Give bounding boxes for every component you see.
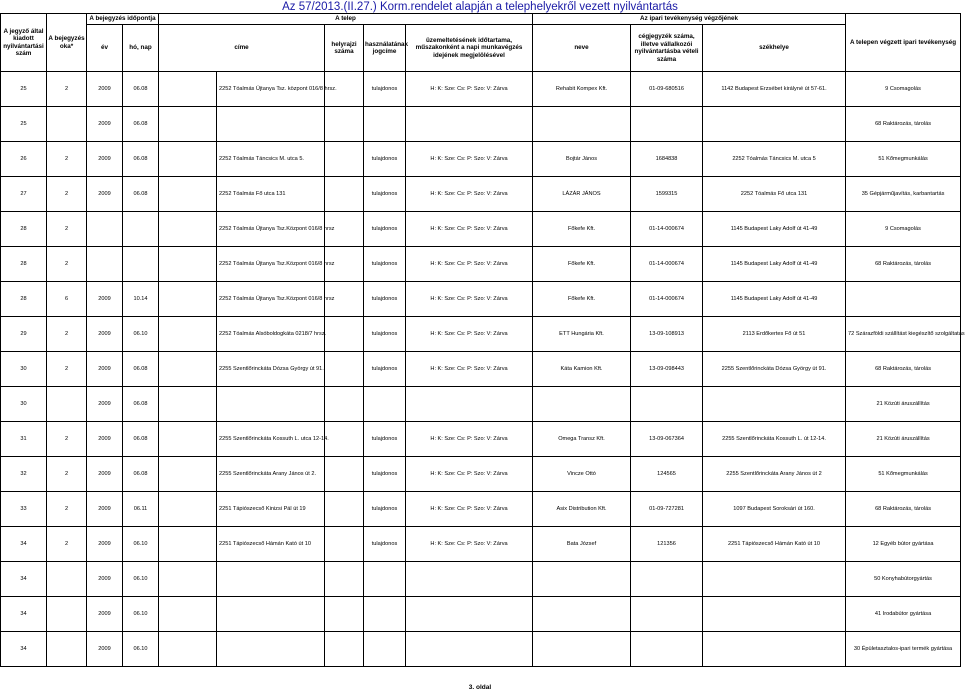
cell-szekhely (703, 387, 846, 422)
cell-nyilvantartasi-szam: 34 (1, 562, 47, 597)
table-row (1, 247, 961, 282)
cell-vegzo-neve (533, 632, 631, 667)
cell-cegjegyzekszam (631, 107, 703, 142)
cell-spacer (159, 352, 217, 387)
cell-tevekenyseg: 51 Kőmegmunkálás (846, 142, 961, 177)
cell-telep-cime: 2252 Tóalmás Fő utca 131 (217, 177, 325, 212)
cell-ho-nap: 06.10 (123, 317, 159, 352)
cell-nyilvantartasi-szam: 32 (1, 457, 47, 492)
cell-uzemeltetes-idotartama (406, 632, 533, 667)
cell-nyilvantartasi-szam: 28 (1, 212, 47, 247)
cell-nyilvantartasi-szam: 25 (1, 107, 47, 142)
cell-ev: 2009 (87, 317, 123, 352)
cell-vegzo-neve: Asix Distribution Kft. (533, 492, 631, 527)
table-row (1, 422, 961, 457)
cell-telep-cime: 2255 Szentlőrinckáta Dózsa György út 91. (217, 352, 325, 387)
cell-ev: 2009 (87, 72, 123, 107)
table-row (1, 457, 961, 492)
cell-nyilvantartasi-szam: 34 (1, 597, 47, 632)
cell-ho-nap: 06.08 (123, 457, 159, 492)
cell-bejegyzes-oka: 6 (47, 282, 87, 317)
cell-ev: 2009 (87, 492, 123, 527)
cell-telep-cime: 2252 Tóalmás Újtanya Tsz. központ 016/8 hrsz. (217, 72, 325, 107)
cell-ho-nap: 06.10 (123, 562, 159, 597)
cell-hasznalat-jogcime: tulajdonos (364, 72, 406, 107)
cell-bejegyzes-oka: 2 (47, 492, 87, 527)
page-number: 3. oldal (468, 684, 492, 691)
header-ev: év (87, 25, 123, 72)
cell-hasznalat-jogcime: tulajdonos (364, 212, 406, 247)
cell-uzemeltetes-idotartama: H: K: Sze: Cs: P: Szo: V: Zárva (406, 527, 533, 562)
cell-helyrajzi-szam (325, 527, 364, 562)
cell-uzemeltetes-idotartama: H: K: Sze: Cs: P: Szo: V: Zárva (406, 212, 533, 247)
cell-helyrajzi-szam (325, 387, 364, 422)
cell-szekhely (703, 597, 846, 632)
cell-vegzo-neve (533, 107, 631, 142)
cell-bejegyzes-oka: 2 (47, 317, 87, 352)
cell-ev: 2009 (87, 387, 123, 422)
cell-tevekenyseg: 9 Csomagolás (846, 212, 961, 247)
cell-uzemeltetes-idotartama: H: K: Sze: Cs: P: Szo: V: Zárva (406, 422, 533, 457)
cell-tevekenyseg: 35 Gépjárműjavítás, karbantartás (846, 177, 961, 212)
cell-ev: 2009 (87, 282, 123, 317)
header-helyrajzi: helyrajzi száma (325, 25, 364, 72)
table-header (1, 14, 961, 72)
cell-nyilvantartasi-szam: 30 (1, 352, 47, 387)
cell-cegjegyzekszam: 01-09-680516 (631, 72, 703, 107)
cell-ho-nap: 06.08 (123, 387, 159, 422)
cell-hasznalat-jogcime: tulajdonos (364, 247, 406, 282)
cell-tevekenyseg: 21 Közúti áruszállítás (846, 422, 961, 457)
cell-spacer (159, 177, 217, 212)
cell-szekhely (703, 632, 846, 667)
cell-ev (87, 212, 123, 247)
cell-vegzo-neve (533, 597, 631, 632)
cell-spacer (159, 107, 217, 142)
cell-ho-nap: 10.14 (123, 282, 159, 317)
cell-telep-cime: 2252 Tóalmás Újtanya Tsz.Központ 016/8 hrsz (217, 247, 325, 282)
table-row (1, 352, 961, 387)
cell-szekhely: 2255 Szentlőrinckáta Kossuth L. út 12-14. (703, 422, 846, 457)
cell-nyilvantartasi-szam: 33 (1, 492, 47, 527)
header-idopont: A bejegyzés időpontja (87, 14, 159, 25)
cell-hasznalat-jogcime (364, 107, 406, 142)
cell-cegjegyzekszam: 13-09-067364 (631, 422, 703, 457)
cell-spacer (159, 457, 217, 492)
cell-nyilvantartasi-szam: 25 (1, 72, 47, 107)
cell-helyrajzi-szam (325, 632, 364, 667)
cell-spacer (159, 632, 217, 667)
cell-telep-cime (217, 562, 325, 597)
cell-telep-cime: 2255 Szentlőrinckáta Kossuth L. utca 12-14. (217, 422, 325, 457)
cell-spacer (159, 142, 217, 177)
registry-table (0, 13, 965, 667)
cell-tevekenyseg: 68 Raktározás, tárolás (846, 247, 961, 282)
cell-szekhely (703, 107, 846, 142)
cell-tevekenyseg: 68 Raktározás, tárolás (846, 352, 961, 387)
table-body (1, 72, 965, 667)
cell-hasznalat-jogcime (364, 387, 406, 422)
cell-bejegyzes-oka: 2 (47, 457, 87, 492)
cell-uzemeltetes-idotartama: H: K: Sze: Cs: P: Szo: V: Zárva (406, 352, 533, 387)
cell-vegzo-neve: LÁZÁR JÁNOS (533, 177, 631, 212)
cell-telep-cime (217, 632, 325, 667)
header-szekhely: székhelye (703, 25, 846, 72)
cell-uzemeltetes-idotartama: H: K: Sze: Cs: P: Szo: V: Zárva (406, 142, 533, 177)
cell-ho-nap: 06.10 (123, 597, 159, 632)
cell-cegjegyzekszam: 01-14-000674 (631, 282, 703, 317)
cell-spacer (159, 212, 217, 247)
cell-hasznalat-jogcime: tulajdonos (364, 527, 406, 562)
cell-cegjegyzekszam (631, 562, 703, 597)
cell-hasznalat-jogcime: tulajdonos (364, 282, 406, 317)
cell-vegzo-neve: Rehabit Kompex Kft. (533, 72, 631, 107)
cell-szekhely: 1145 Budapest Laky Adolf út 41-49 (703, 282, 846, 317)
cell-nyilvantartasi-szam: 26 (1, 142, 47, 177)
header-neve: neve (533, 25, 631, 72)
cell-telep-cime: 2251 Tápiószecső Kinizsi Pál út 19 (217, 492, 325, 527)
cell-telep-cime: 2252 Tóalmás Újtanya Tsz.Központ 016/8 hrsz (217, 282, 325, 317)
cell-telep-cime: 2255 Szentlőrinckáta Arany János út 2. (217, 457, 325, 492)
header-uzemeltetes: üzemeltetésének időtartama, műszakonként a napi munkavégzés idejének megjelölésével (406, 25, 533, 72)
cell-cegjegyzekszam (631, 597, 703, 632)
cell-helyrajzi-szam (325, 457, 364, 492)
cell-hasznalat-jogcime: tulajdonos (364, 457, 406, 492)
document-title: Az 57/2013.(II.27.) Korm.rendelet alapján a telephelyekről vezett nyilvántartás (282, 1, 678, 13)
cell-uzemeltetes-idotartama: H: K: Sze: Cs: P: Szo: V: Zárva (406, 72, 533, 107)
cell-vegzo-neve: Főkefe Kft. (533, 247, 631, 282)
cell-bejegyzes-oka (47, 107, 87, 142)
cell-uzemeltetes-idotartama (406, 597, 533, 632)
cell-nyilvantartasi-szam: 29 (1, 317, 47, 352)
cell-nyilvantartasi-szam: 27 (1, 177, 47, 212)
table-row (1, 212, 961, 247)
cell-uzemeltetes-idotartama: H: K: Sze: Cs: P: Szo: V: Zárva (406, 177, 533, 212)
cell-spacer (159, 597, 217, 632)
cell-szekhely: 2252 Tóalmás Fő utca 131 (703, 177, 846, 212)
cell-cegjegyzekszam: 121356 (631, 527, 703, 562)
cell-hasznalat-jogcime: tulajdonos (364, 352, 406, 387)
cell-nyilvantartasi-szam: 28 (1, 247, 47, 282)
cell-ho-nap (123, 247, 159, 282)
cell-szekhely: 2252 Tóalmás Táncsics M. utca 5 (703, 142, 846, 177)
cell-telep-cime (217, 107, 325, 142)
cell-spacer (159, 562, 217, 597)
cell-szekhely: 1142 Budapest Erzsébet királyné út 57-61. (703, 72, 846, 107)
table-row (1, 562, 961, 597)
cell-hasznalat-jogcime: tulajdonos (364, 317, 406, 352)
cell-bejegyzes-oka (47, 632, 87, 667)
cell-szekhely: 1097 Budapest Soroksári út 160. (703, 492, 846, 527)
table-row (1, 107, 961, 142)
cell-szekhely: 2255 Szentlőrinckáta Arany János út 2 (703, 457, 846, 492)
table-row (1, 387, 961, 422)
cell-uzemeltetes-idotartama (406, 562, 533, 597)
cell-cegjegyzekszam: 13-09-098443 (631, 352, 703, 387)
cell-tevekenyseg: 68 Raktározás, tárolás (846, 107, 961, 142)
cell-ho-nap: 06.08 (123, 107, 159, 142)
cell-vegzo-neve (533, 387, 631, 422)
header-ho-nap: hó, nap (123, 25, 159, 72)
cell-helyrajzi-szam (325, 317, 364, 352)
cell-hasznalat-jogcime (364, 632, 406, 667)
cell-bejegyzes-oka: 2 (47, 422, 87, 457)
cell-uzemeltetes-idotartama: H: K: Sze: Cs: P: Szo: V: Zárva (406, 282, 533, 317)
cell-bejegyzes-oka: 2 (47, 72, 87, 107)
header-hasznalat: használatának jogcíme (364, 25, 406, 72)
cell-telep-cime: 2251 Tápiószecső Hámán Kató út 10 (217, 527, 325, 562)
cell-szekhely: 2113 Erdőkertes Fő út 51 (703, 317, 846, 352)
cell-helyrajzi-szam (325, 177, 364, 212)
cell-cegjegyzekszam: 1684838 (631, 142, 703, 177)
cell-ho-nap: 06.08 (123, 72, 159, 107)
header-cegjegyzek: cégjegyzék száma, illetve vállalkozói nyilvántartásba vételi száma (631, 25, 703, 72)
cell-vegzo-neve: Főkefe Kft. (533, 282, 631, 317)
cell-vegzo-neve: Káta Kamion Kft. (533, 352, 631, 387)
cell-ho-nap: 06.11 (123, 492, 159, 527)
cell-uzemeltetes-idotartama (406, 387, 533, 422)
cell-spacer (159, 387, 217, 422)
cell-bejegyzes-oka: 2 (47, 177, 87, 212)
cell-bejegyzes-oka: 2 (47, 247, 87, 282)
cell-bejegyzes-oka (47, 562, 87, 597)
cell-hasznalat-jogcime: tulajdonos (364, 422, 406, 457)
cell-helyrajzi-szam (325, 422, 364, 457)
cell-ev: 2009 (87, 527, 123, 562)
cell-uzemeltetes-idotartama (406, 107, 533, 142)
cell-szekhely (703, 562, 846, 597)
cell-uzemeltetes-idotartama: H: K: Sze: Cs: P: Szo: V: Zárva (406, 457, 533, 492)
cell-szekhely: 1145 Budapest Laky Adolf út 41-49 (703, 212, 846, 247)
header-ipari: Az ipari tevékenység végzőjének (533, 14, 846, 25)
cell-bejegyzes-oka (47, 387, 87, 422)
header-oka: A bejegyzés oka* (47, 14, 87, 72)
cell-cegjegyzekszam: 01-09-727281 (631, 492, 703, 527)
cell-hasznalat-jogcime: tulajdonos (364, 177, 406, 212)
cell-telep-cime: 2252 Tóalmás Alsóboldogkáta 0218/7 hrsz. (217, 317, 325, 352)
cell-tevekenyseg: 30 Épületasztalos-ipari termék gyártása (846, 632, 961, 667)
cell-nyilvantartasi-szam: 28 (1, 282, 47, 317)
cell-spacer (159, 72, 217, 107)
cell-cegjegyzekszam: 1599315 (631, 177, 703, 212)
table-row (1, 282, 961, 317)
cell-vegzo-neve: ETT Hungária Kft. (533, 317, 631, 352)
cell-telep-cime: 2252 Tóalmás Táncsics M. utca 5. (217, 142, 325, 177)
cell-bejegyzes-oka (47, 597, 87, 632)
cell-cegjegyzekszam: 01-14-000674 (631, 212, 703, 247)
cell-szekhely: 2251 Tápiószecső Hámán Kató út 10 (703, 527, 846, 562)
header-jegyzo: A jegyző által kiadott nyilvántartási szám (1, 14, 47, 72)
cell-nyilvantartasi-szam: 34 (1, 527, 47, 562)
cell-hasznalat-jogcime: tulajdonos (364, 492, 406, 527)
cell-spacer (159, 527, 217, 562)
cell-hasznalat-jogcime (364, 562, 406, 597)
cell-vegzo-neve: Vincze Ottó (533, 457, 631, 492)
cell-vegzo-neve: Bojtár János (533, 142, 631, 177)
table-row (1, 527, 961, 562)
cell-nyilvantartasi-szam: 30 (1, 387, 47, 422)
table-row (1, 142, 961, 177)
header-cime: címe (159, 25, 325, 72)
cell-vegzo-neve (533, 562, 631, 597)
cell-ev: 2009 (87, 142, 123, 177)
cell-tevekenyseg: 51 Kőmegmunkálás (846, 457, 961, 492)
cell-hasznalat-jogcime: tulajdonos (364, 142, 406, 177)
cell-ev: 2009 (87, 422, 123, 457)
cell-hasznalat-jogcime (364, 597, 406, 632)
cell-ho-nap: 06.08 (123, 142, 159, 177)
cell-ev: 2009 (87, 632, 123, 667)
cell-szekhely: 1145 Budapest Laky Adolf út 41-49 (703, 247, 846, 282)
cell-uzemeltetes-idotartama: H: K: Sze: Cs: P: Szo: V: Zárva (406, 492, 533, 527)
cell-tevekenyseg: 21 Közúti áruszállítás (846, 387, 961, 422)
cell-ev (87, 247, 123, 282)
cell-spacer (159, 492, 217, 527)
cell-telep-cime: 2252 Tóalmás Újtanya Tsz.Központ 016/8 hrsz (217, 212, 325, 247)
cell-spacer (159, 422, 217, 457)
cell-cegjegyzekszam: 01-14-000674 (631, 247, 703, 282)
cell-helyrajzi-szam (325, 107, 364, 142)
cell-ev: 2009 (87, 177, 123, 212)
cell-uzemeltetes-idotartama: H: K: Sze: Cs: P: Szo: V: Zárva (406, 317, 533, 352)
cell-cegjegyzekszam: 13-09-108913 (631, 317, 703, 352)
cell-ho-nap: 06.08 (123, 177, 159, 212)
cell-helyrajzi-szam (325, 597, 364, 632)
cell-spacer (159, 247, 217, 282)
cell-vegzo-neve: Főkefe Kft. (533, 212, 631, 247)
cell-bejegyzes-oka: 2 (47, 527, 87, 562)
cell-spacer (159, 317, 217, 352)
cell-tevekenyseg: 41 Irodabútor gyártása (846, 597, 961, 632)
cell-bejegyzes-oka: 2 (47, 352, 87, 387)
cell-nyilvantartasi-szam: 31 (1, 422, 47, 457)
cell-nyilvantartasi-szam: 34 (1, 632, 47, 667)
table-row (1, 177, 961, 212)
cell-helyrajzi-szam (325, 562, 364, 597)
cell-ho-nap: 06.08 (123, 422, 159, 457)
cell-telep-cime (217, 597, 325, 632)
table-row (1, 317, 961, 352)
header-tevekenyseg: A telepen végzett ipari tevékenység (846, 14, 961, 72)
table-row (1, 597, 961, 632)
cell-uzemeltetes-idotartama: H: K: Sze: Cs: P: Szo: V: Zárva (406, 247, 533, 282)
cell-spacer (159, 282, 217, 317)
cell-vegzo-neve: Omega Transz Kft. (533, 422, 631, 457)
cell-szekhely: 2255 Szentlőrinckáta Dózsa György út 91. (703, 352, 846, 387)
header-telep: A telep (159, 14, 533, 25)
cell-ho-nap: 06.10 (123, 632, 159, 667)
cell-bejegyzes-oka: 2 (47, 212, 87, 247)
cell-cegjegyzekszam: 124565 (631, 457, 703, 492)
cell-tevekenyseg: 9 Csomagolás (846, 72, 961, 107)
cell-bejegyzes-oka: 2 (47, 142, 87, 177)
cell-ho-nap: 06.10 (123, 527, 159, 562)
cell-vegzo-neve: Bata József (533, 527, 631, 562)
cell-ev: 2009 (87, 107, 123, 142)
table-row (1, 72, 961, 107)
cell-ev: 2009 (87, 597, 123, 632)
cell-ev: 2009 (87, 562, 123, 597)
cell-ev: 2009 (87, 352, 123, 387)
cell-ho-nap: 06.08 (123, 352, 159, 387)
cell-helyrajzi-szam (325, 492, 364, 527)
table-row (1, 632, 961, 667)
table-row (1, 492, 961, 527)
cell-cegjegyzekszam (631, 387, 703, 422)
cell-telep-cime (217, 387, 325, 422)
cell-cegjegyzekszam (631, 632, 703, 667)
cell-tevekenyseg: 72 Szárazföldi szállítást kiegészítő szolgáltatás (846, 317, 961, 352)
cell-tevekenyseg (846, 282, 961, 317)
cell-tevekenyseg: 68 Raktározás, tárolás (846, 492, 961, 527)
cell-helyrajzi-szam (325, 352, 364, 387)
cell-ho-nap (123, 212, 159, 247)
cell-tevekenyseg: 12 Egyéb bútor gyártása (846, 527, 961, 562)
cell-helyrajzi-szam (325, 142, 364, 177)
cell-ev: 2009 (87, 457, 123, 492)
cell-tevekenyseg: 50 Konyhabútorgyártás (846, 562, 961, 597)
